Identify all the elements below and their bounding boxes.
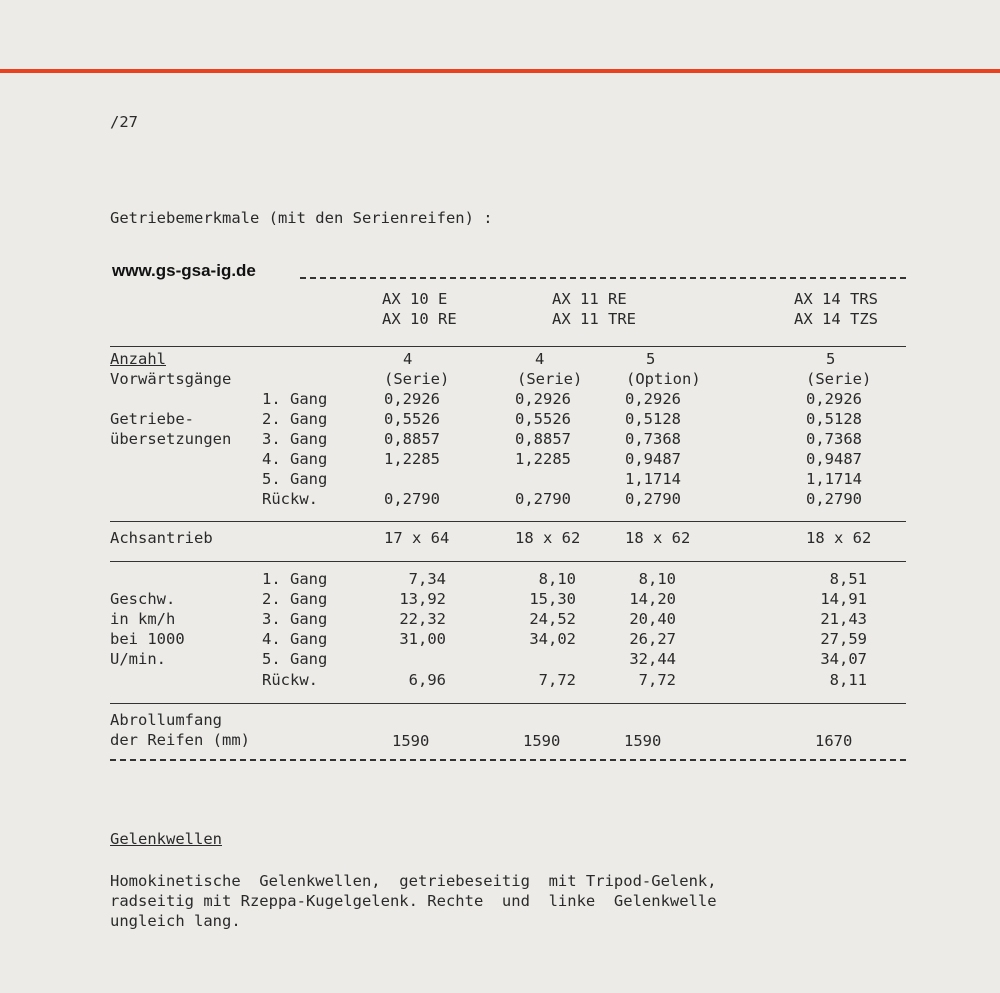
speed-cell: 15,30 — [529, 590, 576, 608]
speed-cell: 7,34 — [408, 570, 446, 588]
speed-cell: 31,00 — [399, 630, 446, 648]
divider-2 — [110, 521, 906, 522]
speed-cell: 14,91 — [820, 590, 867, 608]
website-watermark: www.gs-gsa-ig.de — [112, 261, 256, 280]
col-header-ax14-b: AX 14 TZS — [794, 310, 878, 328]
gear-label: Rückw. — [262, 671, 318, 689]
count-note-2: (Serie) — [517, 370, 583, 388]
gear-label: 3. Gang — [262, 430, 328, 448]
speed-cell: 8,10 — [638, 570, 676, 588]
col-header-ax10-a: AX 10 E — [382, 290, 448, 308]
gelenkwellen-line: ungleich lang. — [110, 912, 241, 930]
axle-cell: 17 x 64 — [384, 529, 450, 547]
gear-label: 5. Gang — [262, 650, 328, 668]
ratio-cell: 1,2285 — [384, 450, 440, 468]
col-header-ax11-b: AX 11 TRE — [552, 310, 636, 328]
speed-cell: 6,96 — [408, 671, 446, 689]
count-3: 5 — [646, 350, 656, 368]
col-header-ax11-a: AX 11 RE — [552, 290, 627, 308]
count-2: 4 — [535, 350, 545, 368]
circumference-cell: 1590 — [392, 732, 430, 750]
speed-cell: 34,02 — [529, 630, 576, 648]
ratio-cell: 0,2790 — [384, 490, 440, 508]
speed-cell: 26,27 — [629, 630, 676, 648]
speed-cell: 8,11 — [829, 671, 867, 689]
col-header-ax10-b: AX 10 RE — [382, 310, 457, 328]
ratio-cell: 0,5128 — [625, 410, 681, 428]
gear-label: 1. Gang — [262, 570, 328, 588]
circumference-cell: 1670 — [815, 732, 853, 750]
speed-cell: 14,20 — [629, 590, 676, 608]
speed-cell: 22,32 — [399, 610, 446, 628]
speed-cell: 20,40 — [629, 610, 676, 628]
speed-cell: 8,10 — [538, 570, 576, 588]
speed-cell: 13,92 — [399, 590, 446, 608]
section-heading: Getriebemerkmale (mit den Serienreifen) : — [110, 209, 493, 227]
ratio-cell: 1,1714 — [625, 470, 681, 488]
gear-label: 2. Gang — [262, 410, 328, 428]
speed-cell: 21,43 — [820, 610, 867, 628]
ratio-cell: 0,5128 — [806, 410, 862, 428]
speed-cell: 34,07 — [820, 650, 867, 668]
circumference-cell: 1590 — [624, 732, 662, 750]
label-geschw: Geschw. — [110, 590, 176, 608]
label-der-reifen: der Reifen (mm) — [110, 731, 250, 749]
label-vorwaertsgaenge: Vorwärtsgänge — [110, 370, 232, 388]
label-kmh: in km/h — [110, 610, 176, 628]
gear-label: 4. Gang — [262, 630, 328, 648]
speed-cell: 24,52 — [529, 610, 576, 628]
page-number: /27 — [110, 113, 138, 131]
speed-cell: 7,72 — [638, 671, 676, 689]
ratio-cell: 0,2926 — [625, 390, 681, 408]
ratio-cell: 0,8857 — [384, 430, 440, 448]
count-4: 5 — [826, 350, 836, 368]
count-note-4: (Serie) — [806, 370, 872, 388]
ratio-cell: 0,2926 — [384, 390, 440, 408]
ratio-cell: 0,2790 — [625, 490, 681, 508]
divider-3 — [110, 561, 906, 562]
gear-label: 2. Gang — [262, 590, 328, 608]
gear-label: 5. Gang — [262, 470, 328, 488]
ratio-cell: 0,9487 — [806, 450, 862, 468]
speed-cell: 27,59 — [820, 630, 867, 648]
gear-label: 1. Gang — [262, 390, 328, 408]
ratio-cell: 0,9487 — [625, 450, 681, 468]
speed-cell: 32,44 — [629, 650, 676, 668]
ratio-cell: 0,8857 — [515, 430, 571, 448]
divider-4 — [110, 703, 906, 704]
gelenkwellen-line: radseitig mit Rzeppa-Kugelgelenk. Rechte und linke Gelenkwelle — [110, 892, 717, 910]
label-bei1000: bei 1000 — [110, 630, 185, 648]
count-1: 4 — [403, 350, 413, 368]
gelenkwellen-line: Homokinetische Gelenkwellen, getriebeseitig mit Tripod-Gelenk, — [110, 872, 717, 890]
label-abrollumfang: Abrollumfang — [110, 711, 222, 729]
ratio-cell: 0,2926 — [806, 390, 862, 408]
circumference-cell: 1590 — [523, 732, 561, 750]
count-note-3: (Option) — [626, 370, 701, 388]
speed-cell: 8,51 — [829, 570, 867, 588]
ratio-cell: 0,2926 — [515, 390, 571, 408]
divider-1 — [110, 346, 906, 347]
col-header-ax14-a: AX 14 TRS — [794, 290, 878, 308]
axle-cell: 18 x 62 — [625, 529, 691, 547]
gear-label: 3. Gang — [262, 610, 328, 628]
label-getriebe: Getriebe- — [110, 410, 194, 428]
label-umin: U/min. — [110, 650, 166, 668]
ratio-cell: 0,2790 — [806, 490, 862, 508]
ratio-cell: 0,5526 — [515, 410, 571, 428]
ratio-cell: 0,2790 — [515, 490, 571, 508]
ratio-cell: 1,2285 — [515, 450, 571, 468]
label-uebersetzungen: übersetzungen — [110, 430, 232, 448]
gear-label: Rückw. — [262, 490, 318, 508]
table-top-rule — [300, 277, 906, 279]
gelenkwellen-title: Gelenkwellen — [110, 830, 222, 848]
table-bottom-rule — [110, 759, 906, 761]
ratio-cell: 0,7368 — [625, 430, 681, 448]
header-red-rule — [0, 69, 1000, 73]
label-achsantrieb: Achsantrieb — [110, 529, 213, 547]
count-note-1: (Serie) — [384, 370, 450, 388]
label-anzahl: Anzahl — [110, 350, 166, 368]
ratio-cell: 0,5526 — [384, 410, 440, 428]
ratio-cell: 0,7368 — [806, 430, 862, 448]
axle-cell: 18 x 62 — [806, 529, 872, 547]
gear-label: 4. Gang — [262, 450, 328, 468]
speed-cell: 7,72 — [538, 671, 576, 689]
axle-cell: 18 x 62 — [515, 529, 581, 547]
ratio-cell: 1,1714 — [806, 470, 862, 488]
